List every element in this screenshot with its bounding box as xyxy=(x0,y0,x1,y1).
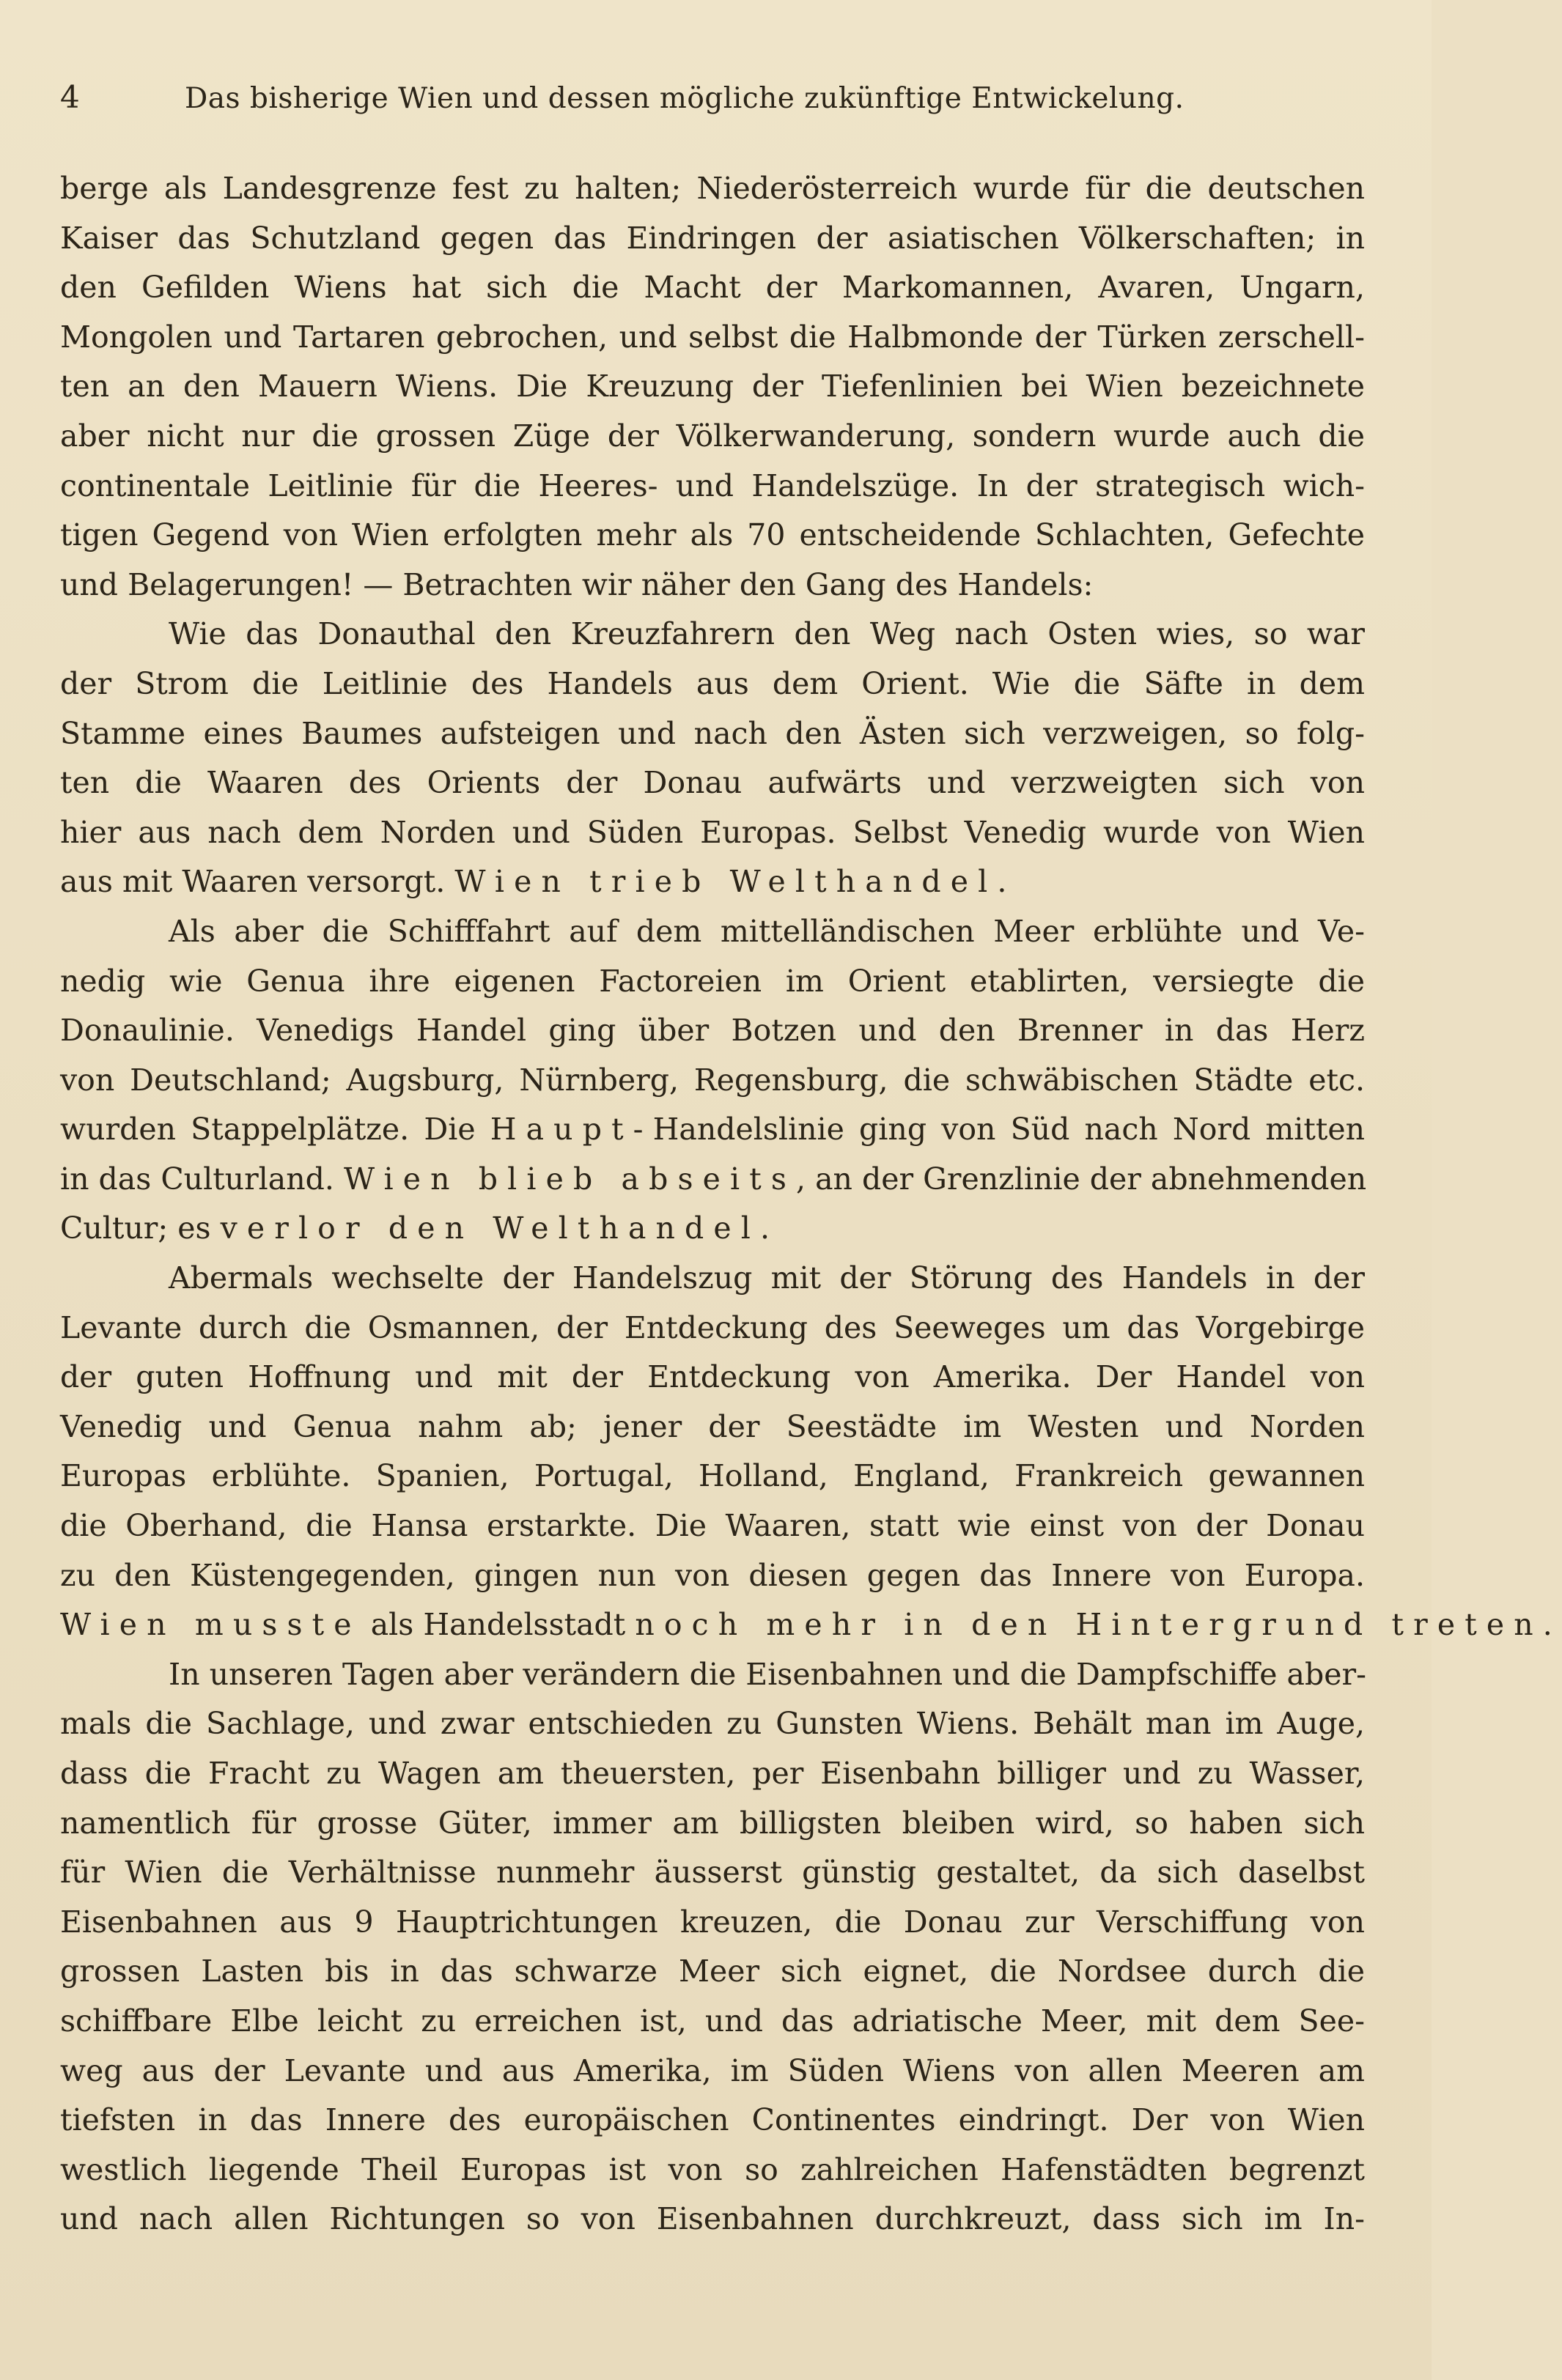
text-line xyxy=(60,1155,1365,1205)
text-segment: Mongolen und Tartaren gebrochen, und selbst die Halbmonde der Türken zerschell- xyxy=(60,319,1365,355)
text-segment: Venedig und Genua nahm ab; jener der Seestädte im Westen und Norden xyxy=(60,1408,1365,1444)
text-line xyxy=(60,1650,1365,1700)
spaced-emphasis-text: Haupt- xyxy=(490,1112,653,1148)
text-line xyxy=(60,2096,1365,2146)
text-segment: hier aus nach dem Norden und Süden Europas. Selbst Venedig wurde von Wien xyxy=(60,814,1365,850)
text-segment: nedig wie Genua ihre eigenen Factoreien im Orient etablirten, versiegte die xyxy=(60,963,1365,999)
text-segment: Eisenbahnen aus 9 Hauptrichtungen kreuzen, die Donau zur Verschiffung von xyxy=(60,1904,1365,1940)
text-line xyxy=(60,362,1365,412)
text-segment: Handelslinie ging von Süd nach Nord mitten xyxy=(652,1112,1365,1148)
text-segment: als Handelsstadt xyxy=(361,1607,636,1643)
text-line xyxy=(60,857,1365,907)
text-line xyxy=(60,2146,1365,2195)
text-segment: Donaulinie. Venedigs Handel ging über Botzen und den Brenner in das Herz xyxy=(60,1013,1365,1049)
page-number: 4 xyxy=(60,79,80,115)
text-line xyxy=(60,1402,1365,1452)
text-segment: ten an den Mauern Wiens. Die Kreuzung der Tiefenlinien bei Wien bezeichnete xyxy=(60,369,1365,404)
text-line xyxy=(60,1699,1365,1749)
text-segment: wurden Stappelplätze. Die xyxy=(60,1112,490,1148)
text-segment: namentlich für grosse Güter, immer am billigsten bleiben wird, so haben sich xyxy=(60,1805,1365,1841)
text-segment: Wie das Donauthal den Kreuzfahrern den Weg nach Osten wies, so war xyxy=(169,616,1365,652)
spaced-emphasis-text: Wien blieb abseits xyxy=(343,1161,797,1197)
spaced-emphasis-text: noch mehr in den Hintergrund treten. xyxy=(635,1607,1562,1643)
text-segment: mals die Sachlage, und zwar entschieden zu Gunsten Wiens. Behält man im Auge, xyxy=(60,1706,1365,1742)
text-line xyxy=(60,1551,1365,1601)
text-line xyxy=(60,1304,1365,1353)
spaced-emphasis-text: verlor den Welthandel. xyxy=(220,1211,780,1246)
text-line xyxy=(60,1353,1365,1402)
text-line xyxy=(60,610,1365,659)
text-segment: und Belagerungen! — Betrachten wir näher den Gang des Handels: xyxy=(60,566,1094,602)
text-segment: continentale Leitlinie für die Heeres- und Handelszüge. In der strategisch wich- xyxy=(60,468,1365,503)
text-segment: in das Culturland. xyxy=(60,1161,344,1197)
text-line xyxy=(60,1204,1365,1254)
text-segment: dass die Fracht zu Wagen am theuersten, per Eisenbahn billiger und zu Wasser, xyxy=(60,1756,1365,1791)
text-segment: , an der Grenzlinie der abnehmenden xyxy=(796,1161,1367,1197)
text-segment: der Strom die Leitlinie des Handels aus dem Orient. Wie die Säfte in dem xyxy=(60,665,1365,701)
text-line xyxy=(60,709,1365,759)
text-line xyxy=(60,511,1365,561)
text-segment: Abermals wechselte der Handelszug mit der Störung des Handels in der xyxy=(169,1260,1365,1296)
text-segment: Cultur; es xyxy=(60,1211,221,1246)
text-segment: grossen Lasten bis in das schwarze Meer sich eignet, die Nordsee durch die xyxy=(60,1954,1365,1989)
text-segment: für Wien die Verhältnisse nunmehr äusserst günstig gestaltet, da sich daselbst xyxy=(60,1855,1365,1891)
text-segment: Stamme eines Baumes aufsteigen und nach den Ästen sich verzweigen, so folg- xyxy=(60,715,1365,751)
text-line xyxy=(60,2047,1365,2096)
text-segment: westlich liegende Theil Europas ist von so zahlreichen Hafenstädten begrenzt xyxy=(60,2151,1365,2187)
page-header xyxy=(60,79,1365,123)
text-line xyxy=(60,808,1365,858)
text-segment: der guten Hoffnung und mit der Entdeckung von Amerika. Der Handel von xyxy=(60,1359,1365,1395)
text-line xyxy=(60,2195,1365,2244)
text-segment: Europas erblühte. Spanien, Portugal, Holland, England, Frankreich gewannen xyxy=(60,1458,1365,1494)
text-line xyxy=(60,1056,1365,1106)
text-line xyxy=(60,1749,1365,1799)
text-line xyxy=(60,659,1365,709)
text-segment: tiefsten in das Innere des europäischen Continentes eindringt. Der von Wien xyxy=(60,2102,1365,2138)
text-line xyxy=(60,561,1365,610)
text-segment: von Deutschland; Augsburg, Nürnberg, Regensburg, die schwäbischen Städte etc. xyxy=(60,1062,1365,1098)
text-line xyxy=(60,1006,1365,1056)
text-segment: aber nicht nur die grossen Züge der Völkerwanderung, sondern wurde auch die xyxy=(60,418,1365,454)
spaced-emphasis-text: Wien trieb Welthandel. xyxy=(454,864,1017,900)
text-line xyxy=(60,1947,1365,1997)
text-segment: ten die Waaren des Orients der Donau aufwärts und verzweigten sich von xyxy=(60,765,1365,801)
text-segment: die Oberhand, die Hansa erstarkte. Die Waaren, statt wie einst von der Donau xyxy=(60,1508,1365,1544)
text-line xyxy=(60,907,1365,957)
text-segment: In unseren Tagen aber verändern die Eisenbahnen und die Dampfschiffe aber- xyxy=(169,1656,1366,1692)
text-segment: den Gefilden Wiens hat sich die Macht der Markomannen, Avaren, Ungarn, xyxy=(60,270,1365,306)
text-line xyxy=(60,313,1365,363)
text-segment: Als aber die Schifffahrt auf dem mittelländischen Meer erblühte und Ve- xyxy=(169,913,1365,949)
text-line xyxy=(60,1452,1365,1501)
running-title: Das bisherige Wien und dessen mögliche zukünftige Entwickelung. xyxy=(185,82,1185,115)
text-line xyxy=(60,1254,1365,1304)
text-line xyxy=(60,1898,1365,1948)
text-segment: Kaiser das Schutzland gegen das Eindringen der asiatischen Völkerschaften; in xyxy=(60,220,1365,256)
text-line xyxy=(60,462,1365,511)
text-line xyxy=(60,214,1365,264)
text-line xyxy=(60,164,1365,214)
text-line xyxy=(60,412,1365,462)
text-line xyxy=(60,758,1365,808)
text-segment: tigen Gegend von Wien erfolgten mehr als 70 entscheidende Schlachten, Gefechte xyxy=(60,517,1365,553)
text-segment: schiffbare Elbe leicht zu erreichen ist, und das adriatische Meer, mit dem See- xyxy=(60,2003,1365,2039)
text-line xyxy=(60,1105,1365,1155)
spaced-emphasis-text: Wien musste xyxy=(60,1607,361,1643)
text-segment: und nach allen Richtungen so von Eisenbahnen durchkreuzt, dass sich im In- xyxy=(60,2201,1365,2237)
text-line xyxy=(60,1848,1365,1898)
text-line xyxy=(60,1997,1365,2047)
text-line xyxy=(60,1600,1562,1650)
body-text xyxy=(60,164,1562,2244)
text-line xyxy=(60,263,1365,313)
text-segment: aus mit Waaren versorgt. xyxy=(60,864,455,900)
text-segment: zu den Küstengegenden, gingen nun von diesen gegen das Innere von Europa. xyxy=(60,1557,1365,1593)
text-line xyxy=(60,1799,1365,1849)
text-segment: berge als Landesgrenze fest zu halten; Niederösterreich wurde für die deutschen xyxy=(60,171,1365,206)
text-segment: weg aus der Levante und aus Amerika, im Süden Wiens von allen Meeren am xyxy=(60,2052,1365,2088)
text-line xyxy=(60,957,1365,1007)
text-segment: Levante durch die Osmannen, der Entdeckung des Seeweges um das Vorgebirge xyxy=(60,1309,1365,1345)
text-line xyxy=(60,1501,1365,1551)
